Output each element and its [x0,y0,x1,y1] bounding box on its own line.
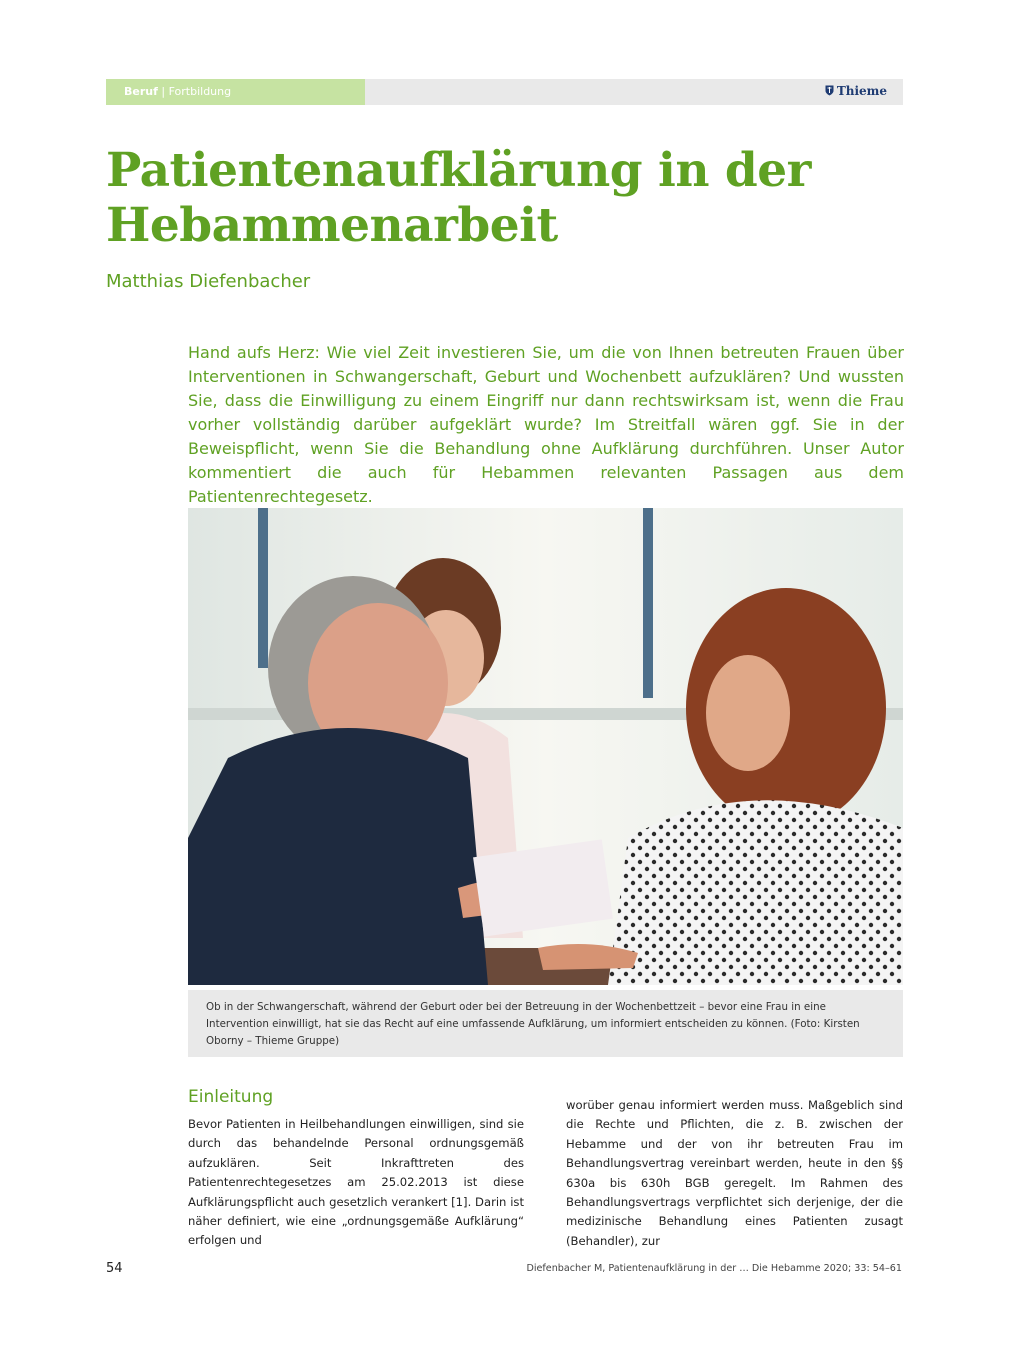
body-column-left: Bevor Patienten in Heilbehandlungen einwilligen, sind sie durch das behandelnde Personal ordnungsgemäß aufzuklären. Seit Inkrafttreten des Patientenrechtegesetzes am 25.02.2013 ist diese Aufklärungspflicht auch gesetzlich verankert [1]. Darin ist näher definiert, wie eine „ordnungsgemäße Aufklärung“ erfolgen und [188,1117,524,1248]
title-line-1: Patientenaufklärung in der [106,143,811,198]
page-number: 54 [106,1261,123,1276]
article-lead: Hand aufs Herz: Wie viel Zeit investieren Sie, um die von Ihnen betreuten Frauen über Interventionen in Schwangerschaft, Geburt und Wochenbett aufzuklären? Und wussten Sie, dass die Einwilligung zu einem Eingriff nur dann rechtswirksam ist, wenn die Frau vorher vollständig darüber aufgeklärt wurde? Im Streitfall wären ggf. Sie in der Beweispflicht, wenn Sie die Behandlung ohne Aufklärung durchführen. Unser Autor kommentiert die auch für Hebammen relevanten Passagen aus dem Patientenrechtegesetz. [188,343,904,506]
section-heading: Einleitung [188,1087,274,1107]
body-column-right: worüber genau informiert werden muss. Maßgeblich sind die Rechte und Pflichten, die z. B. zwischen der Hebamme und der von ihr betreuten Frau im Behandlungsvertrag vereinbart werden, heute in den §§ 630a bis 630h BGB geregelt. Im Rahmen des Behandlungsvertrags verpflichtet sich derjenige, der die medizinische Behandlung eines Patienten zusagt (Behandler), zur [566,1098,903,1248]
photo-caption: Ob in der Schwangerschaft, während der Geburt oder bei der Betreuung in der Wochenbettzeit – bevor eine Frau in eine Intervention einwilligt, hat sie das Recht auf eine umfassende Aufklärung, um informiert entscheiden zu können. (Foto: Kirsten Oborny – Thieme Gruppe) [188,990,903,1057]
section-header-bar [106,79,903,105]
section-tag-area [106,79,365,105]
section-label [124,85,231,98]
footer-citation: Diefenbacher M, Patientenaufklärung in der … Die Hebamme 2020; 33: 54–61 [526,1263,902,1274]
publisher-logo [825,84,887,98]
section-separator: | [161,85,166,98]
article-photo [188,508,903,985]
thieme-crest-icon [825,85,834,96]
consultation-photo [188,508,903,985]
subsection-name: Fortbildung [168,85,232,98]
publisher-name: Thieme [836,84,887,98]
article-author: Matthias Diefenbacher [106,271,311,292]
title-line-2: Hebammenarbeit [106,198,558,253]
section-name: Beruf [124,85,158,98]
article-title [106,143,903,253]
